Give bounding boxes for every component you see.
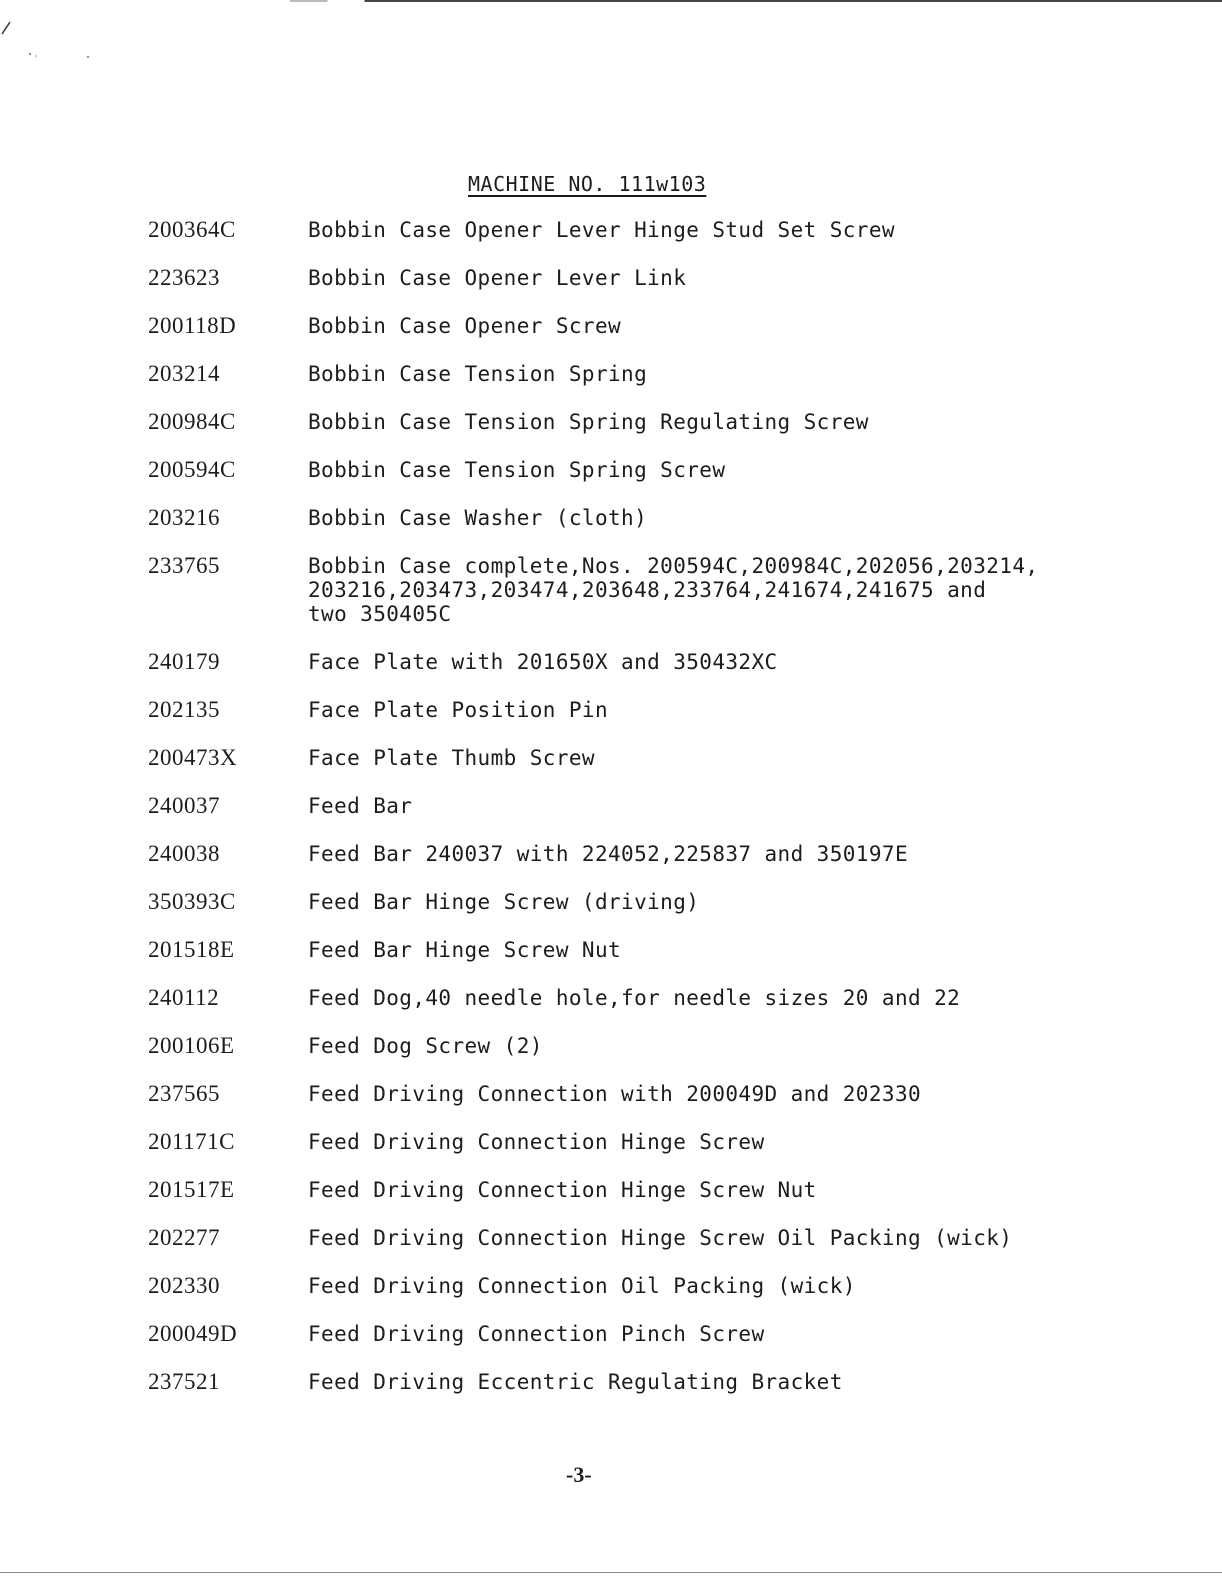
part-number: 203214 [148,361,220,386]
part-number: 200364C [148,217,236,242]
parts-row [148,1274,1148,1322]
part-description: Feed Bar Hinge Screw (driving) [308,890,700,914]
part-number: 200049D [148,1321,238,1346]
part-number: 200594C [148,457,236,482]
part-description: Feed Dog Screw (2) [308,1034,543,1058]
top-edge-rule [290,0,1222,2]
bottom-edge-rule [0,1572,1222,1573]
part-number: 201518E [148,937,235,962]
part-description: Feed Bar [308,794,413,818]
part-description: Feed Driving Connection Hinge Screw Oil Packing (wick) [308,1226,1013,1250]
part-number: 223623 [148,265,220,290]
part-number: 237565 [148,1081,220,1106]
part-description: Bobbin Case Washer (cloth) [308,506,648,530]
parts-row [148,1130,1148,1178]
parts-row [148,650,1148,698]
part-description: Feed Driving Connection Pinch Screw [308,1322,765,1346]
part-number: 240179 [148,649,220,674]
parts-row [148,1034,1148,1082]
part-description: Feed Driving Connection Hinge Screw Nut [308,1178,817,1202]
part-description: Feed Driving Eccentric Regulating Bracket [308,1370,843,1394]
scan-specks [0,12,110,72]
parts-row [148,1370,1148,1418]
part-number: 240037 [148,793,220,818]
parts-row [148,986,1148,1034]
parts-row [148,314,1148,362]
parts-row [148,938,1148,986]
part-description: Bobbin Case Opener Screw [308,314,622,338]
scan-dot [35,55,37,57]
part-number: 240112 [148,985,220,1010]
parts-row [148,1178,1148,1226]
parts-row [148,794,1148,842]
scan-dot [29,53,31,55]
page-number: -3- [566,1462,592,1487]
parts-row [148,410,1148,458]
part-description: Face Plate with 201650X and 350432XC [308,650,778,674]
part-description: Bobbin Case Tension Spring Screw [308,458,726,482]
part-description: Face Plate Thumb Screw [308,746,595,770]
part-description: Feed Bar Hinge Screw Nut [308,938,622,962]
part-description: Bobbin Case Tension Spring Regulating Screw [308,410,869,434]
part-number: 200473X [148,745,238,770]
part-description: Feed Dog,40 needle hole,for needle sizes 20 and 22 [308,986,961,1010]
part-description: Feed Driving Connection Hinge Screw [308,1130,765,1154]
parts-row [148,458,1148,506]
scan-mark [2,22,10,34]
part-number: 202277 [148,1225,220,1250]
parts-row [148,890,1148,938]
part-number: 237521 [148,1369,220,1394]
parts-row [148,746,1148,794]
part-description: Feed Driving Connection with 200049D and 202330 [308,1082,922,1106]
scan-dot [87,56,89,58]
parts-row [148,1322,1148,1370]
parts-row [148,218,1148,266]
part-number: 200984C [148,409,236,434]
part-number: 200118D [148,313,237,338]
part-number: 240038 [148,841,220,866]
part-number: 200106E [148,1033,235,1058]
part-description: Face Plate Position Pin [308,698,608,722]
part-number: 202135 [148,697,220,722]
part-number: 201171C [148,1129,235,1154]
parts-row [148,842,1148,890]
part-number: 203216 [148,505,220,530]
page-title: MACHINE NO. 111w103 [468,172,707,196]
part-number: 350393C [148,889,236,914]
part-description: Bobbin Case Opener Lever Link [308,266,687,290]
parts-row [148,266,1148,314]
part-description: Bobbin Case Tension Spring [308,362,648,386]
part-number: 202330 [148,1273,220,1298]
part-description: Feed Driving Connection Oil Packing (wick) [308,1274,856,1298]
parts-row [148,1226,1148,1274]
parts-list [148,218,1148,1418]
part-number: 201517E [148,1177,235,1202]
parts-row [148,554,1148,650]
part-description: Feed Bar 240037 with 224052,225837 and 350197E [308,842,908,866]
part-description: Bobbin Case Opener Lever Hinge Stud Set Screw [308,218,895,242]
parts-row [148,698,1148,746]
parts-row [148,362,1148,410]
part-description: Bobbin Case complete,Nos. 200594C,200984C,202056,203214, 203216,203473,203474,203648,233764,241674,241675 and two 350405C [308,554,1039,626]
parts-row [148,1082,1148,1130]
part-number: 233765 [148,553,220,578]
parts-row [148,506,1148,554]
